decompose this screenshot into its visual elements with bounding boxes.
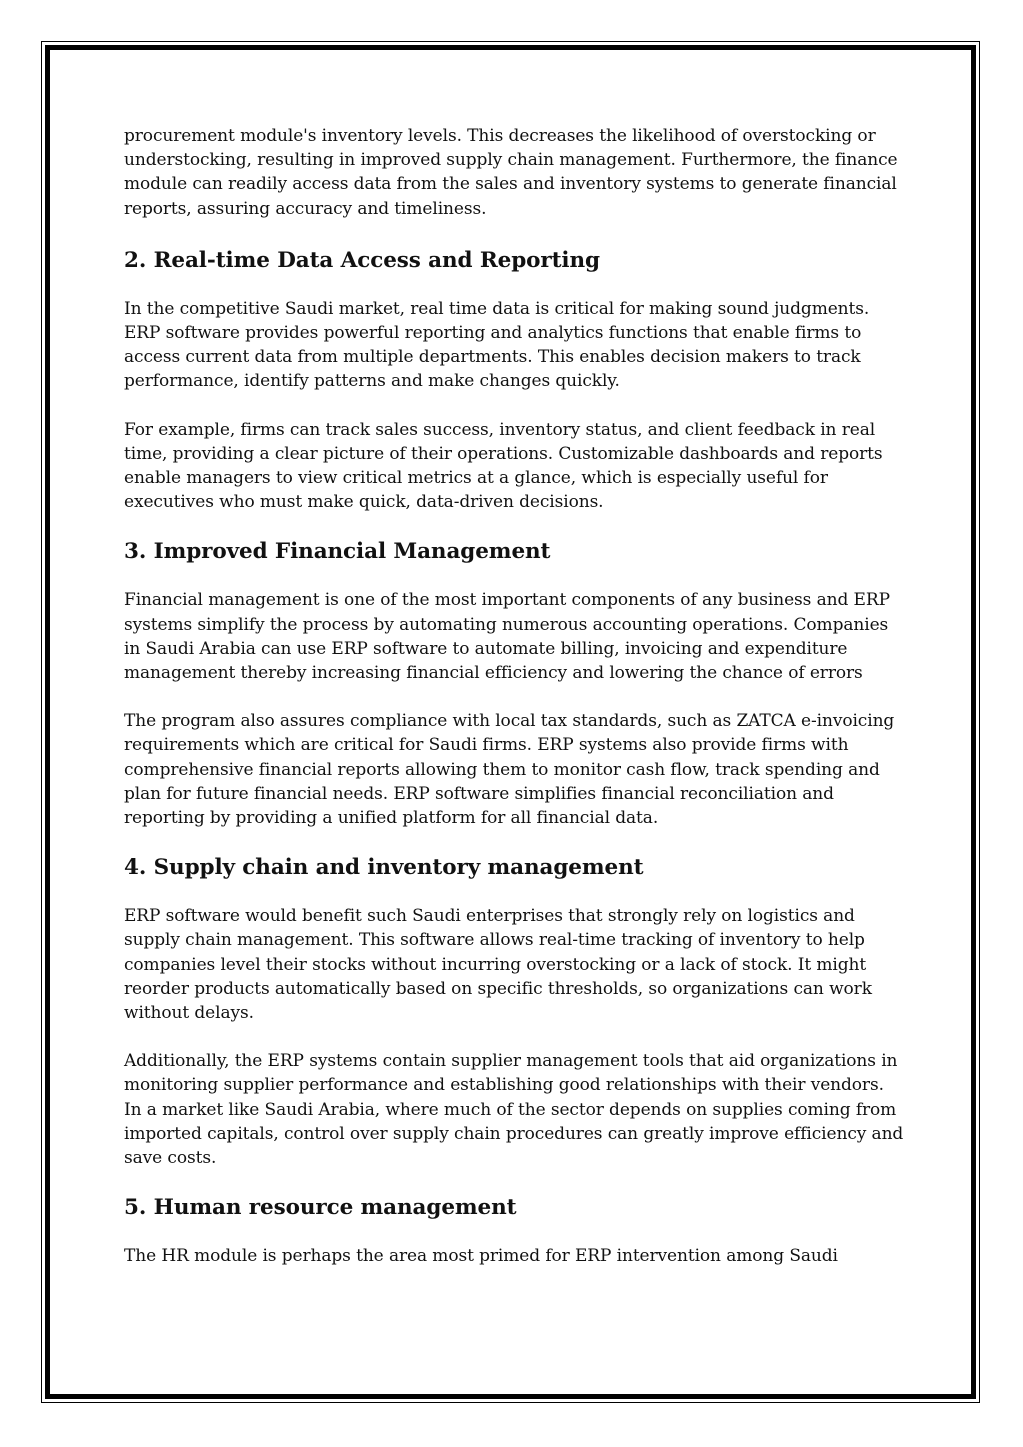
section-heading-realtime-data: 2. Real-time Data Access and Reporting — [124, 247, 600, 273]
section-heading-human-resource: 5. Human resource management — [124, 1195, 517, 1221]
section-heading-supply-chain: 4. Supply chain and inventory management — [124, 855, 644, 881]
section-paragraph: The HR module is perhaps the area most primed for ERP intervention among Saudi — [124, 1246, 838, 1267]
section-paragraph: ERP software would benefit such Saudi enterprises that strongly rely on logistics and supply chain management. This software allows real-time tracking of inventory to help companies level their stocks without incurring overstocking or a lack of stock. It might reorder products automatically based on specific thresholds, so organizations can work without delays. — [124, 906, 872, 1024]
section-paragraph: Financial management is one of the most important components of any business and ERP systems simplify the process by automating numerous accounting operations. Companies in Saudi Arabia can use ERP software to automate billing, invoicing and expenditure management thereby increasing financial efficiency and lowering the chance of errors — [124, 590, 890, 684]
section-paragraph: The program also assures compliance with local tax standards, such as ZATCA e-invoicing requirements which are critical for Saudi firms. ERP systems also provide firms with comprehensive financial reports allowing them to monitor cash flow, track spending and plan for future financial needs. ERP software simplifies financial reconciliation and reporting by providing a unified platform for all financial data. — [124, 711, 895, 829]
section-paragraph: In the competitive Saudi market, real time data is critical for making sound judgments. ERP software provides powerful reporting and analytics functions that enable firms to access current data from multiple departments. This enables decision makers to track performance, identify patterns and make changes quickly. — [124, 298, 870, 392]
document-body — [124, 124, 904, 1293]
intro-paragraph: procurement module's inventory levels. This decreases the likelihood of overstocking or understocking, resulting in improved supply chain management. Furthermore, the finance module can readily access data from the sales and inventory systems to generate financial reports, assuring accuracy and timeliness. — [124, 126, 898, 219]
section-paragraph: Additionally, the ERP systems contain supplier management tools that aid organizations in monitoring supplier performance and establishing good relationships with their vendors. In a market like Saudi Arabia, where much of the sector depends on supplies coming from imported capitals, control over supply chain procedures can greatly improve efficiency and save costs. — [124, 1051, 904, 1169]
section-paragraph: For example, firms can track sales success, inventory status, and client feedback in real time, providing a clear picture of their operations. Customizable dashboards and reports enable managers to view critical metrics at a glance, which is especially useful for executives who must make quick, data-driven decisions. — [124, 419, 883, 513]
section-heading-financial-management: 3. Improved Financial Management — [124, 539, 551, 565]
